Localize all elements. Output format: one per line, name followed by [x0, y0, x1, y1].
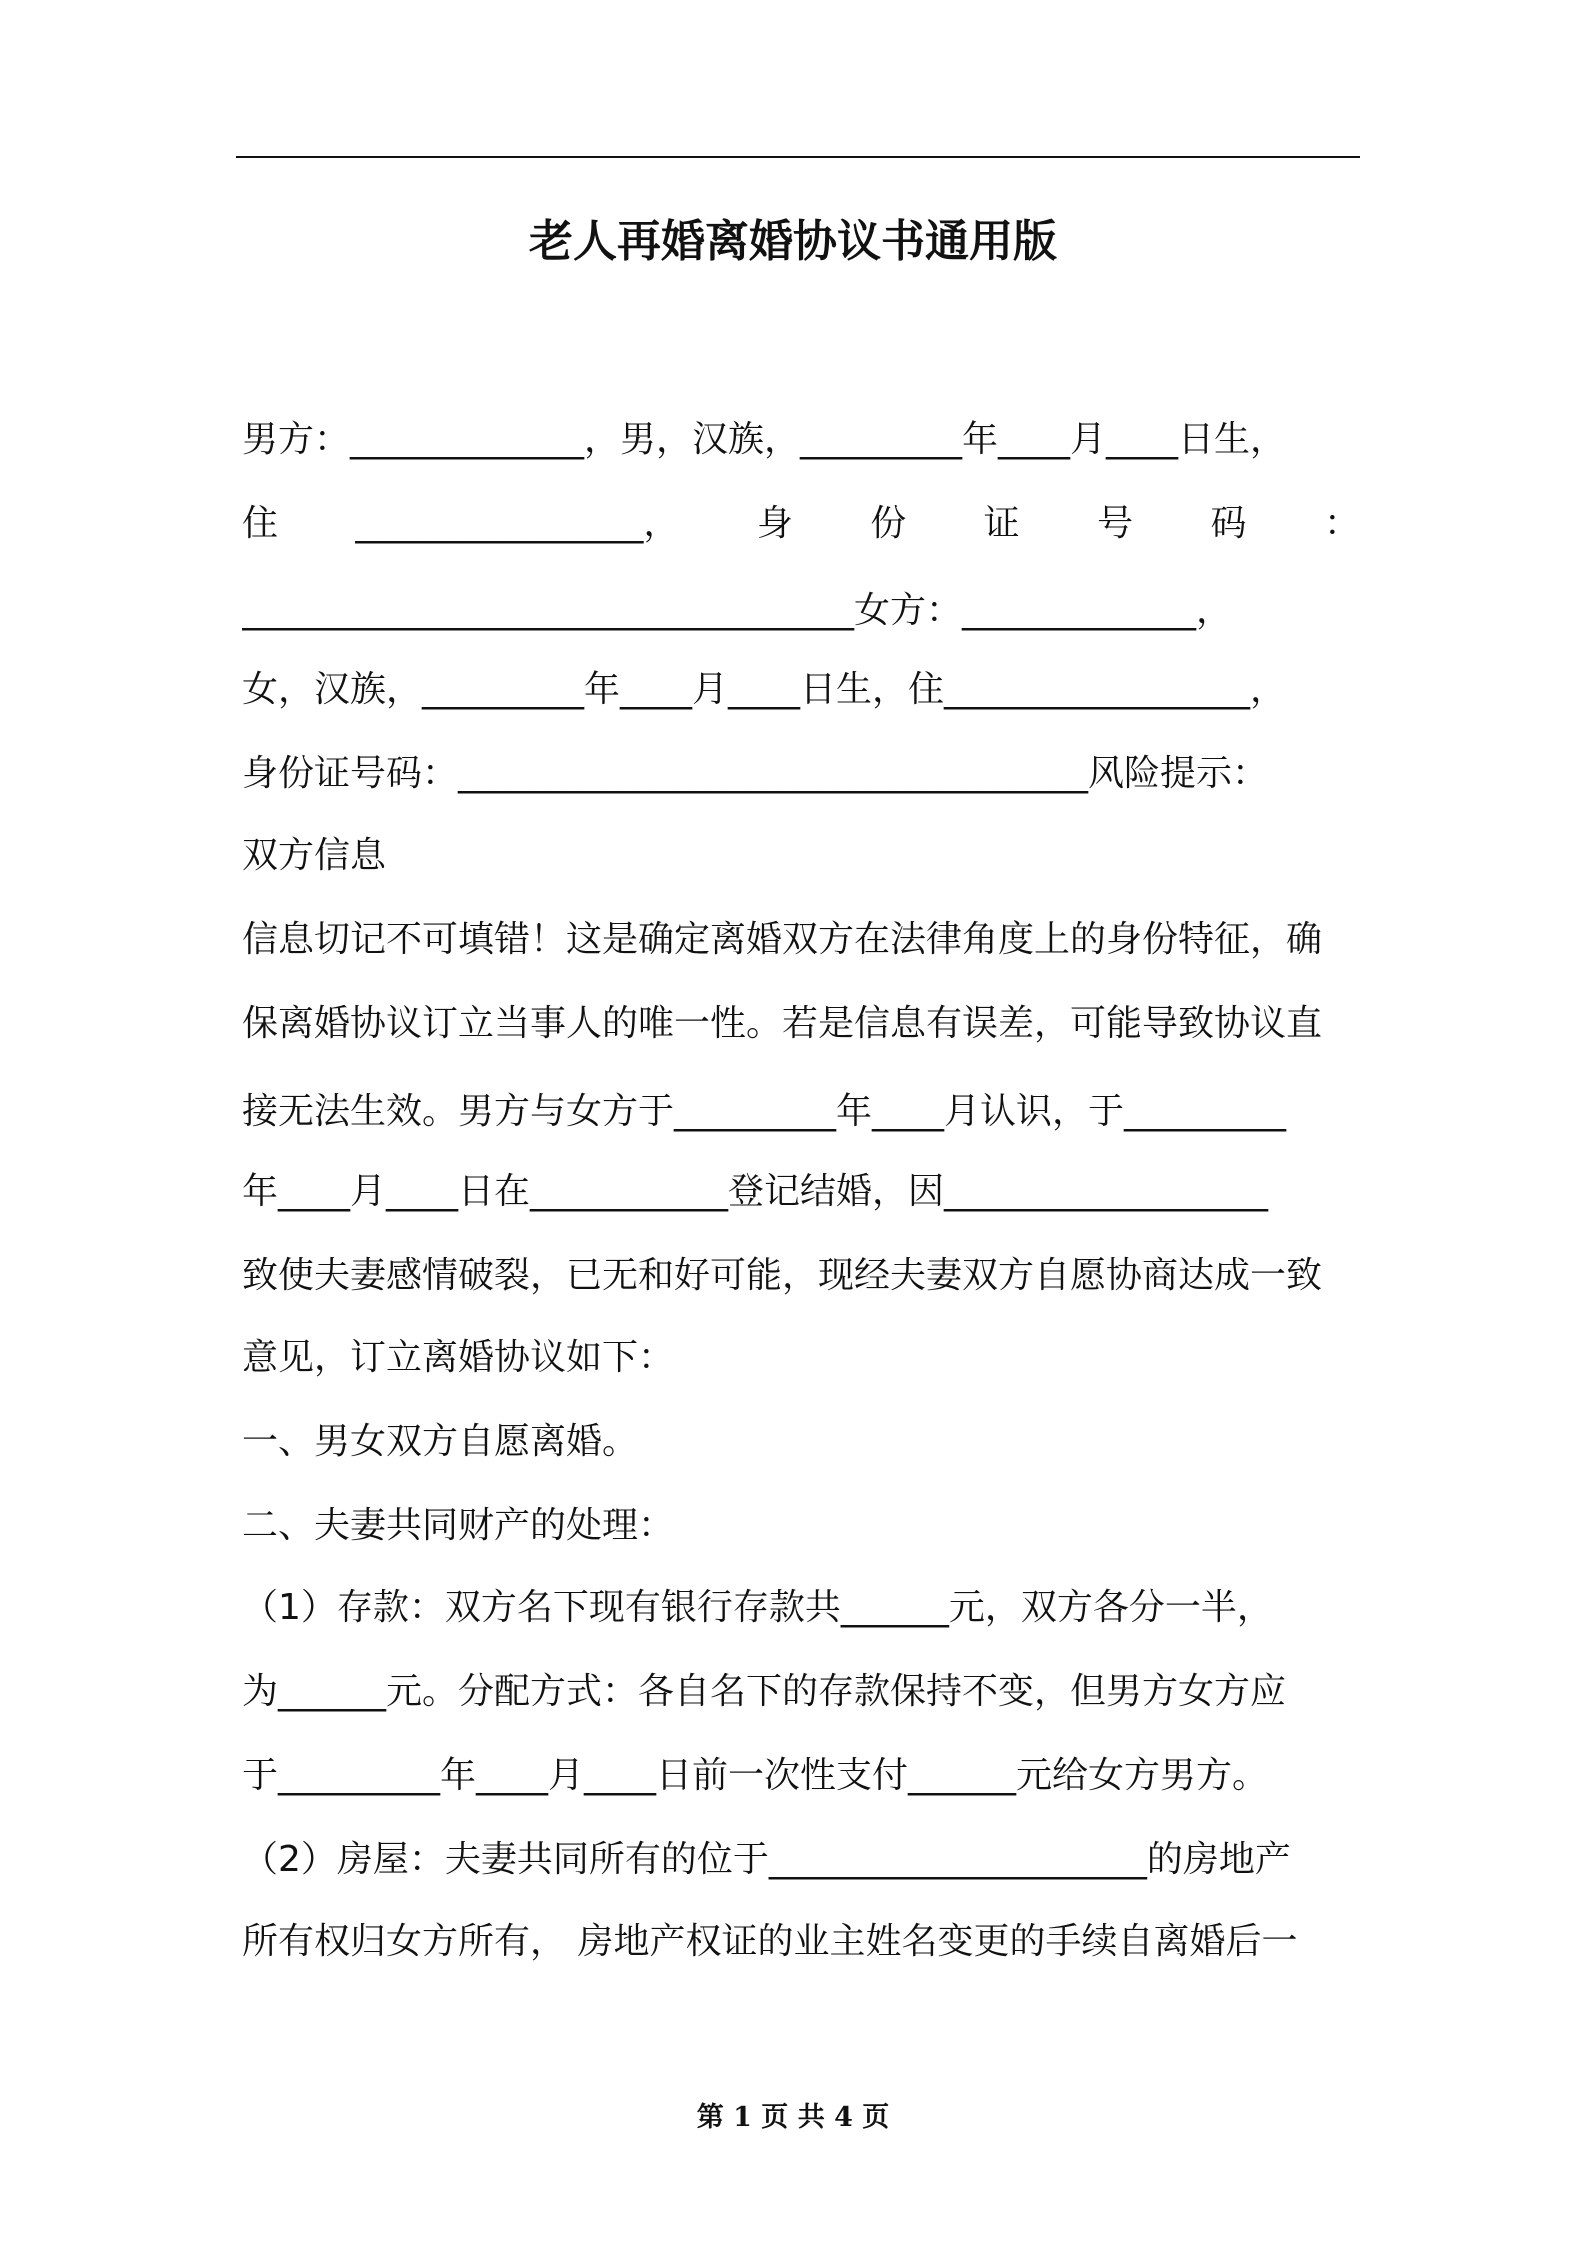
body-line: 所有权归女方所有， 房地产权证的业主姓名变更的手续自离婚后一: [242, 1921, 1298, 1962]
document-title: 老人再婚离婚协议书通用版: [529, 216, 1057, 267]
justified-segment: 证: [983, 503, 1020, 544]
header-rule: [236, 156, 1360, 158]
justified-segment: ：: [1323, 503, 1360, 544]
justified-segment: 住: [242, 503, 279, 544]
body-line: （1）存款：双方名下现有银行存款共______元，双方各分一半，: [242, 1587, 1273, 1628]
body-line: 意见，订立离婚协议如下：: [242, 1337, 675, 1378]
body-line: 一、男女双方自愿离婚。: [242, 1421, 639, 1462]
justified-segment: ________________，: [355, 503, 680, 544]
body-line: 男方：_____________，男，汉族，_________年____月____日生，: [242, 419, 1287, 460]
body-line: 二、夫妻共同财产的处理：: [242, 1505, 675, 1546]
justified-segment: 份: [870, 503, 907, 544]
body-line: 接无法生效。男方与女方于_________年____月认识，于_________: [242, 1091, 1287, 1132]
justified-segment: 身: [756, 503, 793, 544]
body-line: 致使夫妻感情破裂，已无和好可能，现经夫妻双方自愿协商达成一致: [242, 1255, 1323, 1296]
page-indicator: 第 1 页 共 4 页: [696, 2102, 890, 2133]
body-line: __________________________________女方：_____________，: [242, 590, 1233, 631]
body-line: 保离婚协议订立当事人的唯一性。若是信息有误差，可能导致协议直: [242, 1003, 1323, 1044]
body-line: 为______元。分配方式：各自名下的存款保持不变，但男方女方应: [242, 1671, 1287, 1712]
body-line: 身份证号码：___________________________________风险提示：: [242, 753, 1269, 794]
body-line: 双方信息: [242, 835, 387, 876]
justified-segment: 码: [1210, 503, 1247, 544]
body-line: 女，汉族，_________年____月____日生，住_________________，: [242, 669, 1287, 710]
body-line: 信息切记不可填错！这是确定离婚双方在法律角度上的身份特征，确: [242, 919, 1323, 960]
body-line-justified: [242, 500, 1360, 548]
body-line: （2）房屋：夫妻共同所有的位于_____________________的房地产: [242, 1839, 1291, 1880]
body-line: 年____月____日在___________登记结婚，因__________________: [242, 1171, 1269, 1212]
body-line: 于_________年____月____日前一次性支付______元给女方男方。: [242, 1755, 1269, 1796]
justified-segment: 号: [1097, 503, 1134, 544]
